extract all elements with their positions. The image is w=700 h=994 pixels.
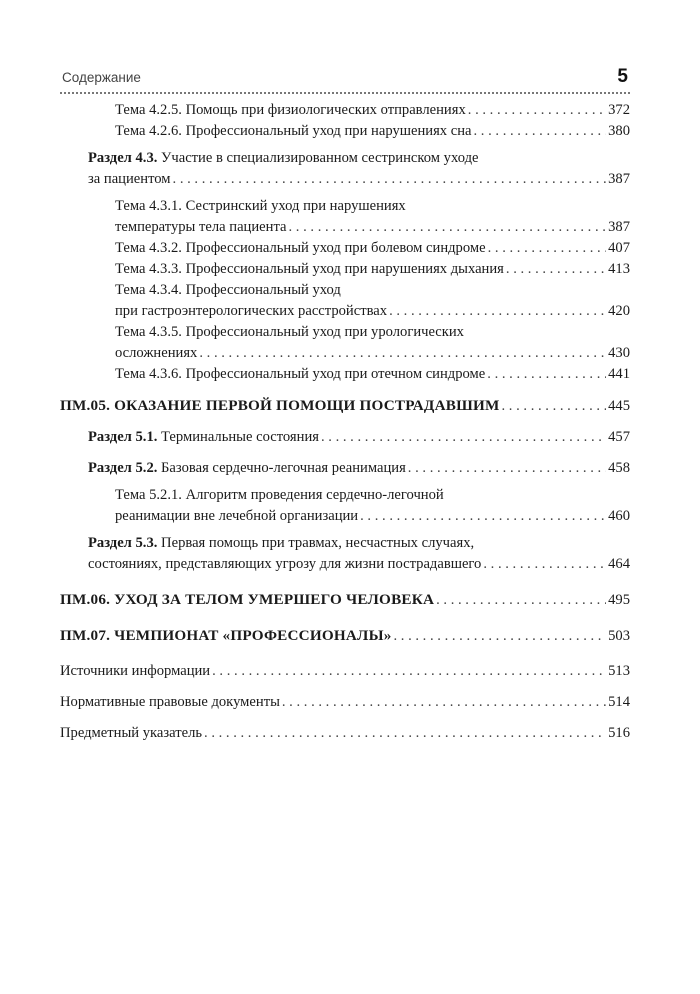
toc-entry-line <box>88 533 630 554</box>
toc-entry-line <box>115 121 630 142</box>
section-title: Участие в специализированном сестринском уходе <box>157 150 479 166</box>
toc-entry-title: ПМ.07. ЧЕМПИОНАТ «ПРОФЕССИОНАЛЫ» <box>60 627 392 644</box>
toc-entry[interactable] <box>60 148 630 190</box>
toc-entry-line <box>115 506 630 527</box>
section-label: Раздел 4.3. <box>88 150 158 166</box>
toc-entry[interactable] <box>60 533 630 575</box>
page-number: 464 <box>608 556 630 572</box>
toc-entry-line <box>115 100 630 121</box>
toc-entry-title: Тема 4.3.4. Профессиональный уход <box>115 282 341 298</box>
toc-entry-line <box>60 661 630 682</box>
toc-entry-line <box>88 554 630 575</box>
toc-entry-line <box>60 723 630 744</box>
toc-entry[interactable] <box>60 259 630 280</box>
toc-entry-line <box>115 280 630 301</box>
toc-entry-line <box>115 485 630 506</box>
toc-entry-title: Тема 4.3.1. Сестринский уход при нарушениях <box>115 198 406 214</box>
running-header <box>60 62 630 94</box>
table-of-contents <box>60 100 630 744</box>
page-number: 430 <box>608 345 630 361</box>
toc-entry[interactable] <box>60 280 630 322</box>
section-title: Терминальные состояния <box>157 429 319 445</box>
page-number: 380 <box>608 123 630 139</box>
section-label: Раздел 5.1. <box>88 429 158 445</box>
dot-leader <box>485 364 606 385</box>
toc-entry-title: состояниях, представляющих угрозу для жизни пострадавшего <box>88 556 482 572</box>
dot-leader <box>500 396 607 417</box>
toc-entry-line <box>115 217 630 238</box>
section-label: Раздел 5.2. <box>88 460 158 476</box>
dot-leader <box>210 661 606 682</box>
page-number: 514 <box>608 694 630 710</box>
dot-leader <box>486 238 607 259</box>
toc-entry-line <box>88 458 630 479</box>
toc-entry[interactable] <box>60 121 630 142</box>
dot-leader <box>387 301 606 322</box>
dot-leader <box>171 169 607 190</box>
header-title: Содержание <box>62 70 141 85</box>
toc-entry-title: при гастроэнтерологических расстройствах <box>115 303 388 319</box>
dot-leader <box>202 723 606 744</box>
toc-entry[interactable] <box>60 427 630 448</box>
toc-entry-title: Тема 4.3.2. Профессиональный уход при болевом синдроме <box>115 240 486 256</box>
toc-entry-line <box>60 395 630 417</box>
toc-entry-line <box>115 196 630 217</box>
toc-entry-title: Нормативные правовые документы <box>60 694 280 710</box>
toc-entry-title <box>88 148 478 169</box>
dot-leader <box>406 458 606 479</box>
toc-entry-line <box>115 301 630 322</box>
toc-entry[interactable] <box>60 625 630 647</box>
toc-entry-title: Тема 4.3.6. Профессиональный уход при отечном синдроме <box>115 366 486 382</box>
page-number: 387 <box>608 171 630 187</box>
toc-entry-title: Источники информации <box>60 663 211 679</box>
page-number: 457 <box>608 429 630 445</box>
toc-entry[interactable] <box>60 196 630 238</box>
toc-entry-title: Тема 5.2.1. Алгоритм проведения сердечно-легочной <box>115 487 444 503</box>
page-number: 441 <box>608 366 630 382</box>
toc-entry-line <box>115 322 630 343</box>
dot-leader <box>319 427 606 448</box>
toc-entry-line <box>60 589 630 611</box>
page-number: 513 <box>608 663 630 679</box>
toc-entry-title: температуры тела пациента <box>115 219 287 235</box>
toc-entry[interactable] <box>60 458 630 479</box>
toc-entry-title: Тема 4.3.3. Профессиональный уход при нарушениях дыхания <box>115 261 504 277</box>
dot-leader <box>504 259 606 280</box>
toc-entry-line <box>88 148 630 169</box>
toc-entry-title: осложнениях <box>115 345 198 361</box>
page-number: 460 <box>608 508 630 524</box>
toc-entry[interactable] <box>60 395 630 417</box>
toc-entry-title: Тема 4.3.5. Профессиональный уход при урологических <box>115 324 464 340</box>
toc-entry[interactable] <box>60 485 630 527</box>
page-number: 516 <box>608 725 630 741</box>
dot-leader <box>358 506 606 527</box>
page-number: 413 <box>608 261 630 277</box>
toc-entry-title: Тема 4.2.6. Профессиональный уход при нарушениях сна <box>115 123 472 139</box>
toc-entry-line <box>88 427 630 448</box>
page-number: 445 <box>608 398 630 414</box>
toc-entry-title: за пациентом <box>88 171 171 187</box>
header-page-number: 5 <box>617 66 628 87</box>
toc-entry-line <box>60 692 630 713</box>
toc-entry-line <box>115 259 630 280</box>
toc-entry-line <box>115 238 630 259</box>
toc-entry-title <box>88 427 319 448</box>
toc-entry-title <box>88 533 474 554</box>
toc-entry[interactable] <box>60 322 630 364</box>
toc-entry[interactable] <box>60 589 630 611</box>
page-number: 503 <box>608 628 630 644</box>
toc-entry[interactable] <box>60 364 630 385</box>
page-number: 387 <box>608 219 630 235</box>
section-label: Раздел 5.3. <box>88 535 158 551</box>
toc-entry-line <box>60 625 630 647</box>
dot-leader <box>287 217 607 238</box>
dot-leader <box>472 121 607 142</box>
dot-leader <box>481 554 606 575</box>
toc-entry[interactable] <box>60 661 630 682</box>
toc-entry-title: Тема 4.2.5. Помощь при физиологических отправлениях <box>115 102 466 118</box>
page-number: 407 <box>608 240 630 256</box>
toc-entry-title: реанимации вне лечебной организации <box>115 508 359 524</box>
toc-entry-title: Предметный указатель <box>60 725 203 741</box>
toc-entry[interactable] <box>60 100 630 121</box>
page-number: 458 <box>608 460 630 476</box>
toc-entry-line <box>115 343 630 364</box>
dot-leader <box>391 626 606 647</box>
dot-leader <box>280 692 606 713</box>
section-title: Первая помощь при травмах, несчастных случаях, <box>157 535 475 551</box>
toc-entry-line <box>115 364 630 385</box>
page-number: 420 <box>608 303 630 319</box>
toc-entry-title: ПМ.06. УХОД ЗА ТЕЛОМ УМЕРШЕГО ЧЕЛОВЕКА <box>60 591 435 608</box>
page-number: 495 <box>608 592 630 608</box>
dot-leader <box>434 590 606 611</box>
toc-entry[interactable] <box>60 238 630 259</box>
dot-leader <box>197 343 606 364</box>
toc-entry[interactable] <box>60 723 630 744</box>
toc-entry[interactable] <box>60 692 630 713</box>
toc-entry-title <box>88 458 406 479</box>
page-number: 372 <box>608 102 630 118</box>
dot-leader <box>466 100 606 121</box>
toc-entry-line <box>88 169 630 190</box>
toc-entry-title: ПМ.05. ОКАЗАНИЕ ПЕРВОЙ ПОМОЩИ ПОСТРАДАВШИМ <box>60 397 500 414</box>
section-title: Базовая сердечно-легочная реанимация <box>157 460 406 476</box>
